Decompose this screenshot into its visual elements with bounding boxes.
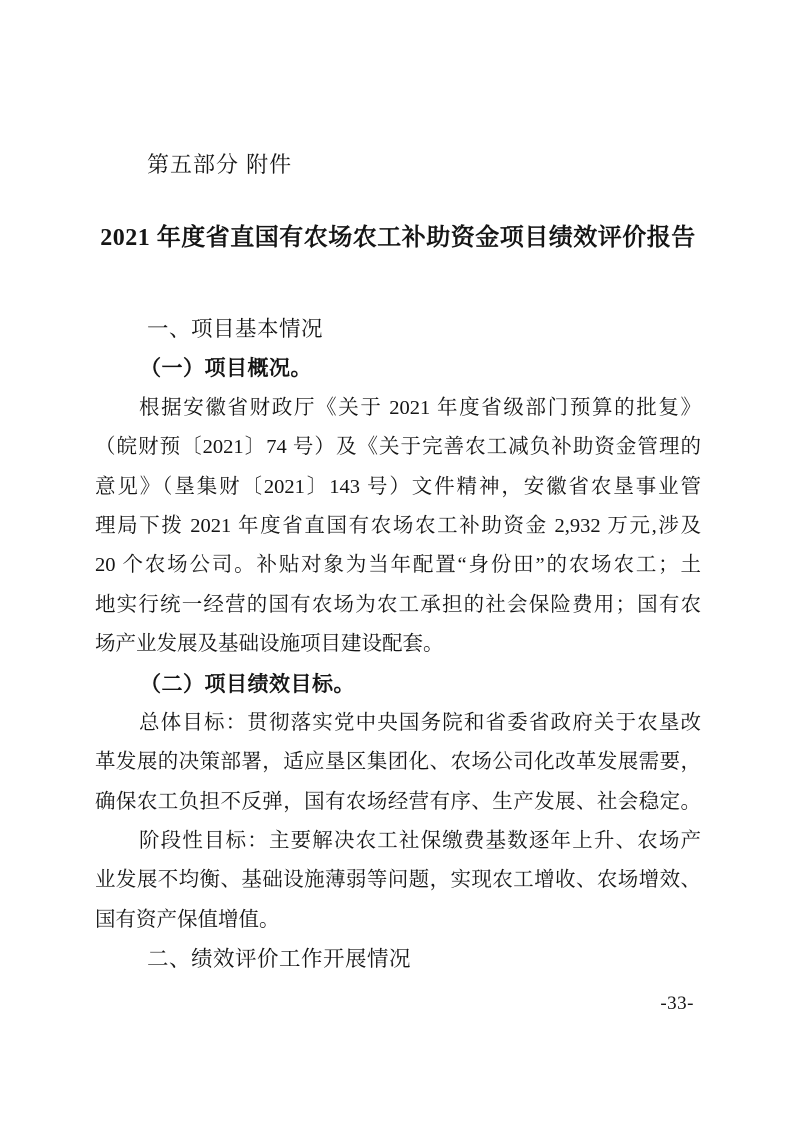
heading-1-basic-situation: 一、项目基本情况 <box>147 317 324 341</box>
heading-1-2-performance-goals: （二）项目绩效目标。 <box>140 671 355 696</box>
document-title: 2021 年度省直国有农场农工补助资金项目绩效评价报告 <box>100 225 696 251</box>
paragraph-line: 理局下拨 2021 年度省直国有农场农工补助资金 2,932 万元,涉及 <box>95 514 701 537</box>
paragraph-line: 20 个农场公司。补贴对象为当年配置“身份田”的农场农工；土 <box>95 554 701 577</box>
content-block <box>95 150 701 980</box>
section-label: 第五部分 附件 <box>147 152 293 177</box>
heading-2-evaluation-work: 二、绩效评价工作开展情况 <box>147 947 412 972</box>
paragraph-line: 根据安徽省财政厅《关于 2021 年度省级部门预算的批复》 <box>139 396 701 419</box>
paragraph-line: 业发展不均衡、基础设施薄弱等问题，实现农工增收、农场增效、 <box>95 869 701 892</box>
paragraph-line: 地实行统一经营的国有农场为农工承担的社会保险费用；国有农 <box>95 593 701 616</box>
paragraph-line: 场产业发展及基础设施项目建设配套。 <box>95 633 444 656</box>
paragraph-line: 确保农工负担不反弹，国有农场经营有序、生产发展、社会稳定。 <box>95 790 701 813</box>
paragraph-line: 总体目标：贯彻落实党中央国务院和省委省政府关于农垦改 <box>139 711 701 734</box>
page-number: -33- <box>660 993 694 1014</box>
body-text <box>95 310 701 980</box>
paragraph-line: 意见》（垦集财〔2021〕143 号）文件精神，安徽省农垦事业管 <box>95 475 701 498</box>
paragraph-line: （皖财预〔2021〕74 号）及《关于完善农工减负补助资金管理的 <box>95 436 701 459</box>
paragraph-line: 阶段性目标：主要解决农工社保缴费基数逐年上升、农场产 <box>139 830 701 853</box>
paragraph-line: 国有资产保值增值。 <box>95 908 280 931</box>
heading-1-1-project-overview: （一）项目概况。 <box>140 356 312 381</box>
paragraph-line: 革发展的决策部署，适应垦区集团化、农场公司化改革发展需要， <box>95 751 701 774</box>
